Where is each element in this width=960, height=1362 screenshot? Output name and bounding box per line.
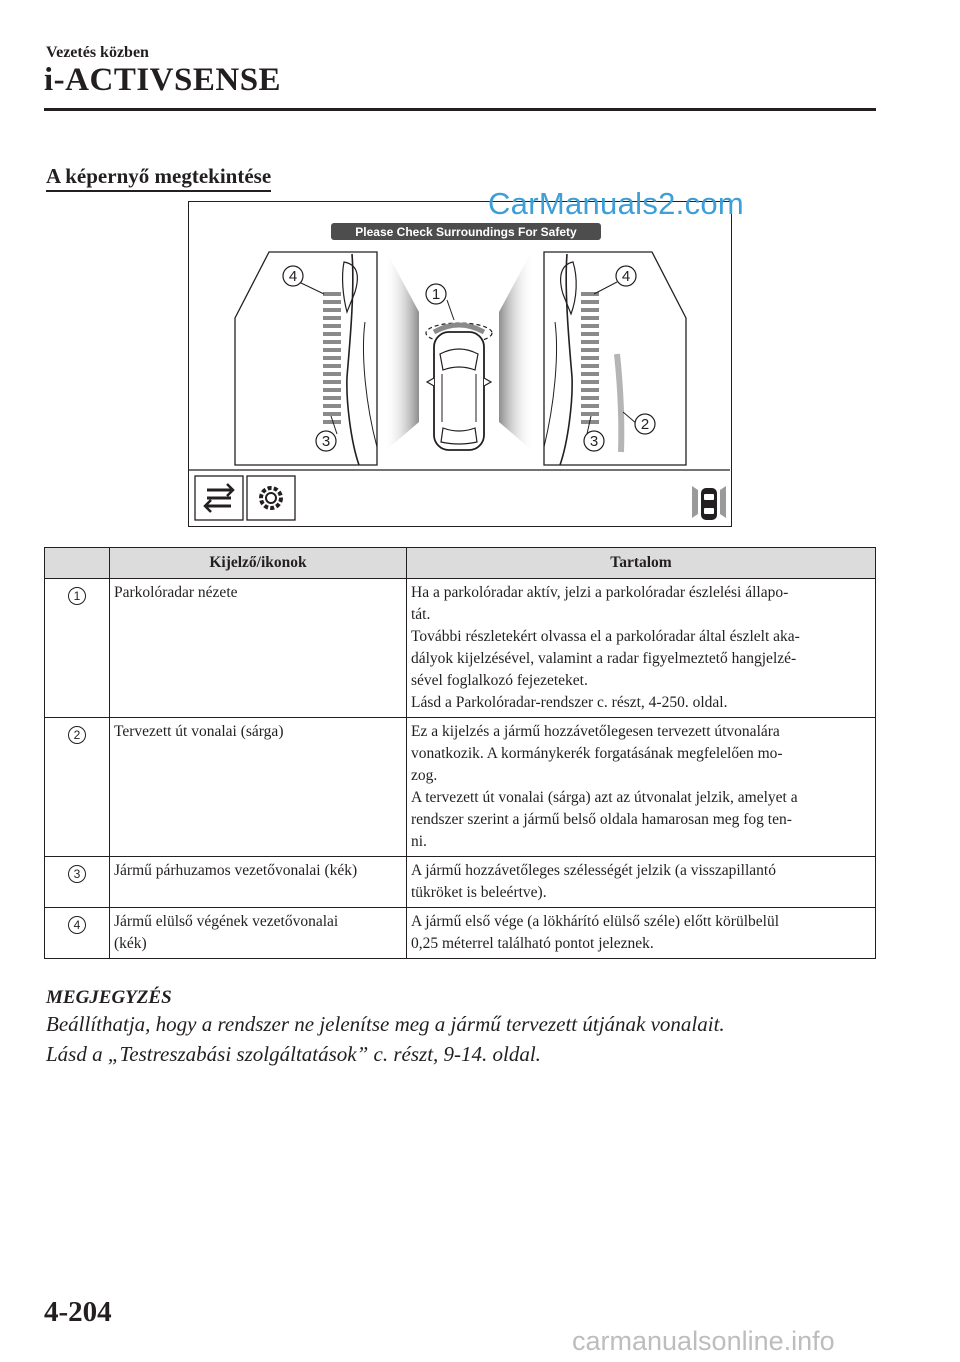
item-line: (kék) — [114, 935, 147, 952]
callout-1-label: 1 — [431, 286, 441, 303]
callout-4-right-label: 4 — [621, 268, 631, 285]
content-line: További részletekért olvassa el a parkolóradar által észlelt aka- — [411, 628, 800, 645]
callout-4-left-label: 4 — [288, 268, 298, 285]
content-line: ni. — [411, 833, 427, 850]
row-number — [45, 579, 110, 718]
row-content — [407, 718, 876, 857]
legend-table — [44, 547, 876, 959]
callout-3-left-label: 3 — [321, 433, 331, 450]
screen-illustration-svg — [189, 202, 730, 525]
watermark: CarManuals2.com — [488, 186, 745, 221]
row-number — [45, 908, 110, 959]
content-line: zog. — [411, 767, 438, 784]
settings-button[interactable] — [247, 476, 295, 520]
row-item — [110, 857, 407, 908]
row-content — [407, 908, 876, 959]
row-item — [110, 718, 407, 857]
row-content — [407, 579, 876, 718]
table-row — [45, 579, 876, 718]
row-number-badge: 1 — [68, 587, 86, 605]
content-line: Ha a parkolóradar aktív, jelzi a parkolóradar észlelési állapo- — [411, 584, 789, 601]
header-rule — [44, 108, 876, 111]
table-row — [45, 908, 876, 959]
note-line: Lásd a „Testreszabási szolgáltatások” c. részt, 9-14. oldal. — [46, 1042, 541, 1066]
section-title: i-ACTIVSENSE — [44, 62, 282, 98]
content-line: tát. — [411, 606, 431, 623]
content-line: A jármű első vége (a lökhárító elülső széle) előtt körülbelül — [411, 913, 780, 930]
content-line: A jármű hozzávetőleges szélességét jelzik (a visszapillantó — [411, 862, 776, 879]
column-header-num — [45, 548, 110, 579]
parking-sensor-icon — [692, 486, 726, 520]
callout-2-label: 2 — [640, 416, 650, 433]
row-number — [45, 718, 110, 857]
row-number — [45, 857, 110, 908]
row-item — [110, 908, 407, 959]
content-line: A tervezett út vonalai (sárga) azt az útvonalat jelzik, amelyet a — [411, 789, 798, 806]
subheading: A képernyő megtekintése — [46, 164, 271, 192]
item-line: Jármű elülső végének vezetővonalai — [114, 913, 339, 930]
page-number: 4-204 — [44, 1296, 112, 1328]
table-row — [45, 718, 876, 857]
content-line: rendszer szerint a jármű belső oldala hamarosan meg fog ten- — [411, 811, 792, 828]
callout-3-right-label: 3 — [589, 433, 599, 450]
screen-illustration — [188, 201, 732, 527]
content-line: Ez a kijelzés a jármű hozzávetőlegesen tervezett útvonalára — [411, 723, 780, 740]
footer-watermark: carmanualsonline.info — [572, 1326, 835, 1356]
item-line: Tervezett út vonalai (sárga) — [114, 723, 284, 740]
content-line: Lásd a Parkolóradar-rendszer c. részt, 4-250. oldal. — [411, 694, 728, 711]
left-side-view — [235, 252, 377, 465]
view-switch-button[interactable] — [195, 476, 243, 520]
right-side-view — [544, 252, 686, 465]
note-title: MEGJEGYZÉS — [46, 987, 172, 1008]
row-number-badge: 3 — [68, 865, 86, 883]
row-number-badge: 2 — [68, 726, 86, 744]
table-header-row — [45, 548, 876, 579]
projected-path-line — [617, 354, 621, 452]
content-line: dályok kijelzésével, valamint a radar figyelmeztető hangjelzé- — [411, 650, 797, 667]
content-line: sével foglalkozó fejezeteket. — [411, 672, 588, 689]
row-number-badge: 4 — [68, 916, 86, 934]
row-content — [407, 857, 876, 908]
item-line: Parkolóradar nézete — [114, 584, 238, 601]
item-line: Jármű párhuzamos vezetővonalai (kék) — [114, 862, 358, 879]
content-line: vonatkozik. A kormánykerék forgatásának megfelelően mo- — [411, 745, 783, 762]
row-item — [110, 579, 407, 718]
note-line: Beállíthatja, hogy a rendszer ne jelenítse meg a jármű tervezett útjának vonalait. — [46, 1012, 725, 1036]
table-row — [45, 857, 876, 908]
content-line: 0,25 méterrel található pontot jeleznek. — [411, 935, 654, 952]
safety-banner-text: Please Check Surroundings For Safety — [355, 225, 577, 239]
content-line: tükröket is beleértve). — [411, 884, 547, 901]
chapter-title: Vezetés közben — [46, 44, 149, 61]
top-view — [384, 247, 534, 452]
column-header-content: Tartalom — [407, 548, 876, 579]
column-header-item: Kijelző/ikonok — [110, 548, 407, 579]
